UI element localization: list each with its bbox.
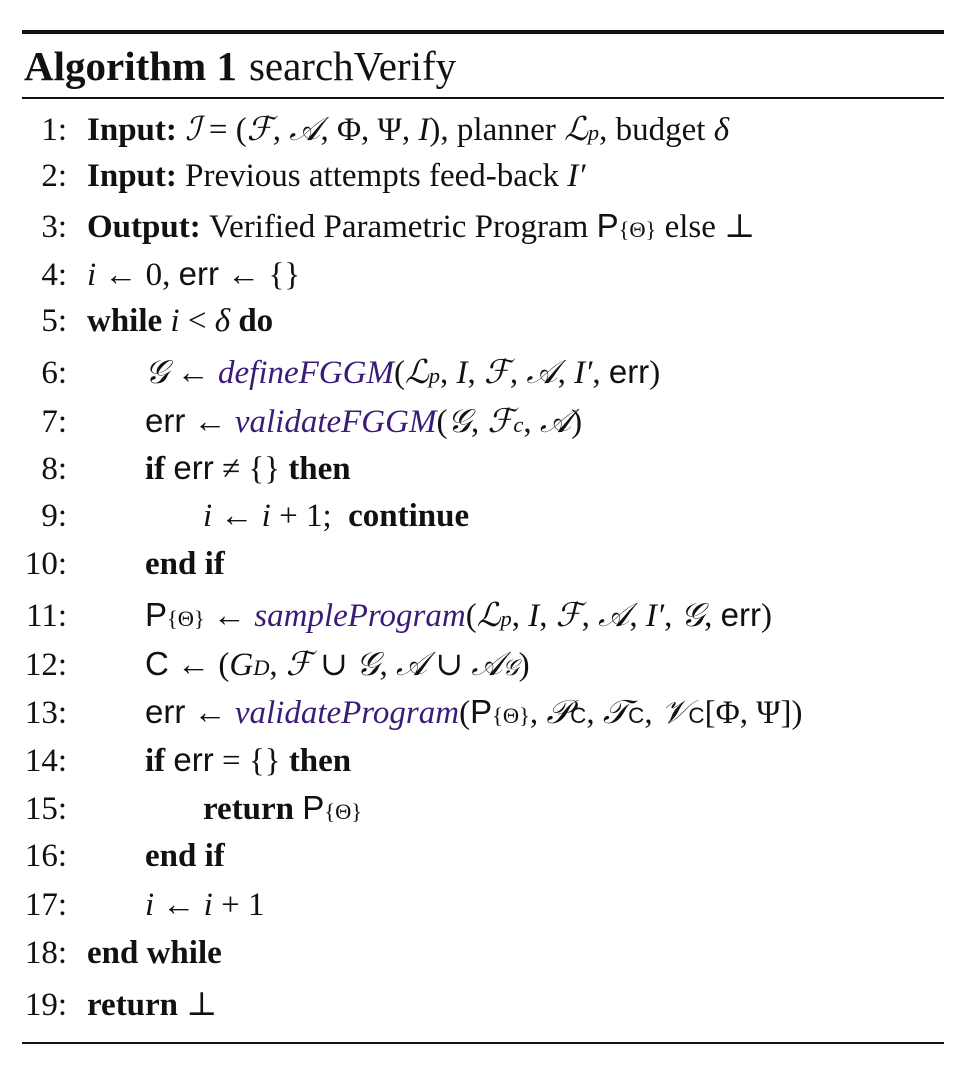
line-number: 9: xyxy=(41,497,67,534)
err-var: err xyxy=(173,449,214,487)
bottom-rule xyxy=(22,1042,944,1044)
algorithm-body xyxy=(22,99,944,1042)
keyword-if: if xyxy=(145,742,166,779)
algo-line-15: 15: return P {Θ} xyxy=(22,789,944,838)
function-validate-program: validateProgram xyxy=(234,695,460,732)
algo-line-11: 11: P {Θ} ← sampleProgram ( ℒ p , I , ℱ , 𝒜 , I′ , 𝒢 , err ) xyxy=(22,595,944,644)
function-sample-program: sampleProgram xyxy=(254,597,466,634)
line-number: 8: xyxy=(41,451,67,488)
line-number: 12: xyxy=(24,646,67,683)
keyword-end-if: end if xyxy=(145,546,225,583)
line-number: 4: xyxy=(41,256,67,293)
keyword-output: Output: xyxy=(87,209,201,246)
algo-line-3: 3: Output: Verified Parametric Program P {Θ} else ⊥ xyxy=(22,206,944,255)
line-number: 10: xyxy=(24,546,67,583)
algo-line-19: 19: return ⊥ xyxy=(22,984,944,1033)
err-var: err xyxy=(178,254,220,292)
algo-line-13: 13: err ← validateProgram ( P {Θ} , 𝒫 C , 𝒯 C , 𝒱 C [Φ, Ψ]) xyxy=(22,692,944,741)
keyword-continue: continue xyxy=(348,497,470,534)
err-var: err xyxy=(145,401,186,439)
keyword-return: return xyxy=(87,986,179,1023)
algorithm-caption xyxy=(22,34,944,97)
line-number: 14: xyxy=(24,742,67,779)
algorithm-name: searchVerify xyxy=(248,42,457,89)
function-validate-fggm: validateFGGM xyxy=(234,403,437,440)
keyword-end-while: end while xyxy=(87,935,222,972)
algorithm-label: Algorithm 1 xyxy=(24,42,237,89)
budget-text: budget xyxy=(615,112,706,148)
planner-text: planner xyxy=(456,112,556,148)
line-number: 1: xyxy=(41,112,67,148)
algo-line-5: 5: while i < δ do xyxy=(22,303,944,352)
line-number: 19: xyxy=(24,986,67,1023)
keyword-then: then xyxy=(288,742,352,779)
keyword-end-if: end if xyxy=(145,837,225,874)
line-number: 18: xyxy=(24,935,67,972)
line-number: 11: xyxy=(26,597,67,634)
function-define-fggm: defineFGGM xyxy=(218,354,394,391)
line-number: 5: xyxy=(41,303,67,340)
else-text: else xyxy=(664,209,716,246)
keyword-while: while xyxy=(87,303,163,340)
line-number: 15: xyxy=(24,791,67,828)
line-number: 7: xyxy=(41,403,67,440)
line-number: 13: xyxy=(24,695,67,732)
line-number: 17: xyxy=(24,886,67,923)
algo-line-18 xyxy=(22,935,944,984)
line-number: 16: xyxy=(24,837,67,874)
algo-line-2: 2: Input: Previous attempts feed-back I′ xyxy=(22,158,944,207)
algo-line-9: 9: i ← i + 1; continue xyxy=(22,498,944,547)
algo-line-4: 4: i ← 0, err ← {} xyxy=(22,255,944,304)
line-number: 6: xyxy=(41,354,67,391)
algo-line-12: 12: C ← ( G D , ℱ ∪ 𝒢 , 𝒜 ∪ 𝒜 𝒢 ) xyxy=(22,644,944,693)
algo-line-17: 17: i ← i + 1 xyxy=(22,887,944,936)
algo-line-6: 6: 𝒢 ← defineFGGM ( ℒ p , I , ℱ , 𝒜 , I′ , err ) xyxy=(22,352,944,401)
line-number: 2: xyxy=(41,157,67,194)
feedback-text: Previous attempts feed-back xyxy=(185,157,560,194)
line-number: 3: xyxy=(41,209,67,246)
err-var: err xyxy=(720,595,761,633)
algo-line-14: 14: if err = {} then xyxy=(22,741,944,790)
keyword-do: do xyxy=(238,303,274,340)
algo-line-10 xyxy=(22,546,944,595)
algorithm-block xyxy=(22,30,944,1044)
err-var: err xyxy=(145,693,186,731)
err-var: err xyxy=(173,740,214,778)
verified-text: Verified Parametric Program xyxy=(208,209,589,246)
keyword-input: Input: xyxy=(87,157,177,194)
err-var: err xyxy=(608,352,650,390)
algo-line-1: 1: Input: ℐ = ( ℱ , 𝒜 , Φ, Ψ, I ), planner ℒ p , budget δ xyxy=(22,109,944,158)
keyword-then: then xyxy=(288,451,351,488)
keyword-return: return xyxy=(203,791,295,828)
keyword-if: if xyxy=(145,451,166,488)
keyword-input: Input: xyxy=(87,112,177,148)
algo-line-8: 8: if err ≠ {} then xyxy=(22,449,944,498)
algo-line-16 xyxy=(22,838,944,887)
algo-line-7: 7: err ← validateFGGM ( 𝒢 , ℱ c , 𝒜 ) xyxy=(22,401,944,450)
